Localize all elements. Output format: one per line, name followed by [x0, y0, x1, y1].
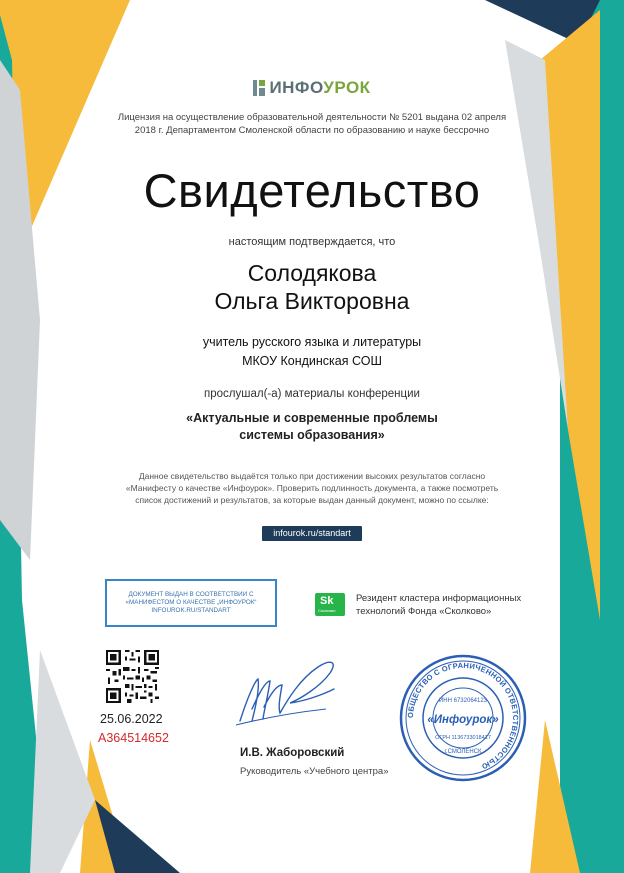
- infourok-logo: [0, 78, 624, 98]
- seal-ring-text: ОБЩЕСТВО С ОГРАНИЧЕННОЙ ОТВЕТСТВЕННОСТЬЮ: [405, 660, 521, 772]
- conference-line: системы образования»: [239, 428, 385, 442]
- seal-ogrn: ОГРН 1136733018417: [435, 735, 491, 741]
- signature-image: [230, 651, 350, 736]
- certificate-title: Свидетельство: [143, 164, 481, 217]
- skolkovo-logo-subtext: Сколково: [318, 608, 336, 613]
- note-line: Данное свидетельство выдаётся только при достижении высоких результатов согласно: [138, 471, 486, 481]
- listened-text: прослушал(-а) материалы конференции: [204, 388, 420, 400]
- note-line: список достижений и результатов, за которые выдан данный документ, можно по ссылке:: [135, 495, 489, 505]
- conference-line: «Актуальные и современные проблемы: [186, 411, 438, 425]
- skolkovo-logo-text: Sk: [320, 595, 334, 607]
- issue-date: 25.06.2022: [100, 712, 163, 726]
- note-line: «Манифесту о качестве «Инфоурок». Проверить подлинность документа, а также посмотреть: [125, 483, 499, 493]
- recipient-role: учитель русского языка и литературы: [202, 335, 422, 349]
- manifest-line: «МАНИФЕСТОМ О КАЧЕСТВЕ „ИНФОУРОК“: [125, 599, 257, 606]
- resident-line: Резидент кластера информационных: [356, 593, 522, 604]
- logo-text-part2: УРОК: [323, 78, 371, 97]
- skolkovo-resident-text: [356, 592, 521, 618]
- qr-code-icon[interactable]: [106, 650, 159, 703]
- seal-center-text: «Инфоурок»: [427, 714, 499, 726]
- standart-link[interactable]: infourok.ru/standart: [262, 526, 362, 541]
- license-line: 2018 г. Департаментом Смоленской области по образованию и науке бессрочно: [134, 125, 490, 136]
- manifest-stamp: [105, 579, 277, 627]
- resident-line: технологий Фонда «Сколково»: [356, 606, 492, 617]
- recipient-position: [0, 333, 624, 371]
- manifest-line: INFOUROK.RU/STANDART: [151, 607, 231, 614]
- logo-text: [269, 78, 370, 98]
- confirm-text: настоящим подтверждается, что: [228, 236, 396, 248]
- verification-note: [0, 470, 624, 506]
- director-name: И.В. Жаборовский: [240, 747, 345, 759]
- recipient-given-names: Ольга Викторовна: [214, 288, 410, 314]
- logo-text-part1: ИНФО: [269, 78, 324, 97]
- director-role: Руководитель «Учебного центра»: [240, 766, 389, 777]
- license-text: [0, 111, 624, 137]
- seal-inn: ИНН 6732064123: [438, 698, 488, 704]
- manifest-line: ДОКУМЕНТ ВЫДАН В СООТВЕТСТВИИ С: [128, 591, 254, 598]
- conference-title: [0, 410, 624, 444]
- seal-city: г.СМОЛЕНСК: [444, 749, 482, 755]
- license-line: Лицензия на осуществление образовательной деятельности № 5201 выдана 02 апреля: [117, 112, 507, 123]
- skolkovo-logo: [315, 593, 345, 616]
- recipient-surname: Солодякова: [247, 260, 377, 286]
- company-seal: [397, 652, 529, 784]
- logo-mark-icon: [253, 80, 265, 96]
- recipient-school: МКОУ Кондинская СОШ: [242, 354, 382, 368]
- recipient-name: [0, 259, 624, 315]
- registration-number: А364514652: [98, 731, 169, 745]
